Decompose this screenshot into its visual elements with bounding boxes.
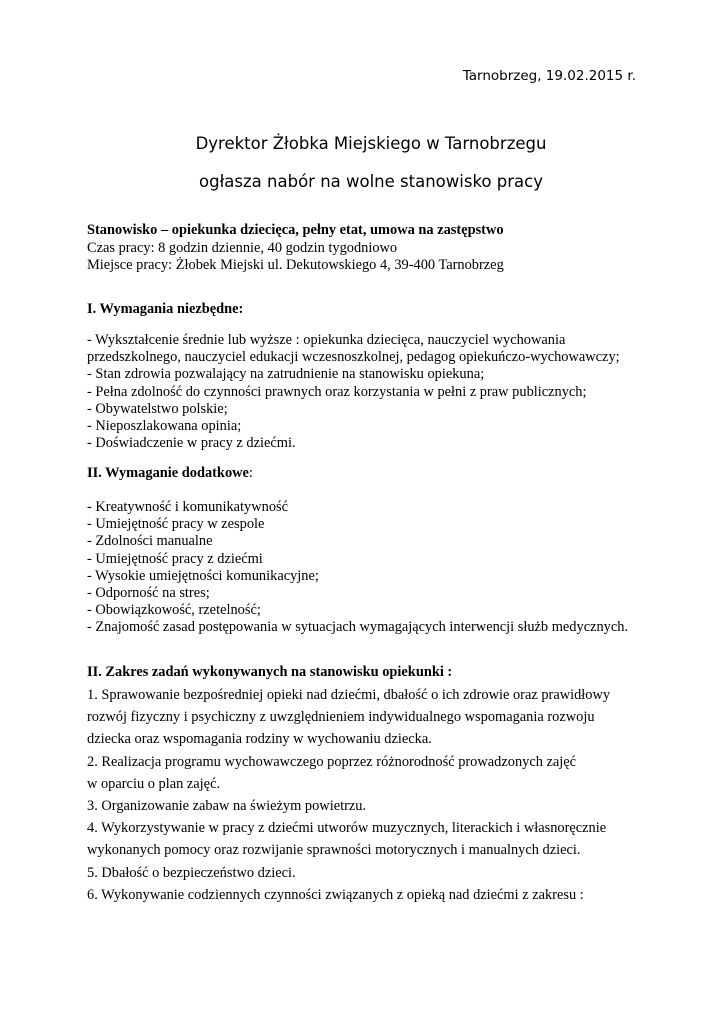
list-item: - Wysokie umiejętności komunikacyjne; [87, 567, 319, 584]
list-item: dziecka oraz wspomagania rodziny w wychowaniu dziecka. [87, 731, 432, 748]
list-item: 3. Organizowanie zabaw na świeżym powietrzu. [87, 798, 367, 815]
list-item: - Umiejętność pracy z dziećmi [87, 550, 263, 567]
tasks-list [87, 684, 610, 906]
list-item: 5. Dbałość o bezpieczeństwo dzieci. [87, 864, 296, 881]
additional-requirements-list [87, 499, 628, 637]
section-requirements-heading: I. Wymagania niezbędne: [87, 301, 244, 317]
list-item: 6. Wykonywanie codziennych czynności związanych z opieką nad dziećmi z zakresu : [87, 886, 584, 903]
requirements-list [87, 332, 620, 452]
list-item: 4. Wykorzystywanie w pracy z dziećmi utworów muzycznych, literackich i własnoręcznie [87, 820, 607, 837]
list-item: - Zdolności manualne [87, 533, 213, 550]
section-additional-heading [87, 465, 253, 482]
workplace: Miejsce pracy: Żłobek Miejski ul. Dekutowskiego 4, 39-400 Tarnobrzeg [87, 257, 504, 273]
announcement-subtitle: ogłasza nabór na wolne stanowisko pracy [199, 172, 543, 191]
list-item: - Znajomość zasad postępowania w sytuacjach wymagających interwencji służb medycznych. [87, 619, 629, 636]
list-item: - Odporność na stres; [87, 585, 210, 602]
list-item: - Obywatelstwo polskie; [87, 400, 228, 417]
list-item: rozwój fizyczny i psychiczny z uwzględnieniem indywidualnego wspomagania rozwoju [87, 709, 595, 726]
section-tasks-heading: II. Zakres zadań wykonywanych na stanowisku opiekunki : [87, 664, 453, 680]
list-item: - Doświadczenie w pracy z dziećmi. [87, 435, 296, 452]
heading-colon: : [248, 465, 253, 481]
list-item: 1. Sprawowanie bezpośredniej opieki nad dziećmi, dbałość o ich zdrowie oraz prawidłowy [87, 687, 611, 703]
working-hours: Czas pracy: 8 godzin dziennie, 40 godzin tygodniowo [87, 239, 398, 256]
list-item: - Pełna zdolność do czynności prawnych oraz korzystania w pełni z praw publicznych; [87, 383, 587, 400]
announcement-title: Dyrektor Żłobka Miejskiego w Tarnobrzegu [195, 134, 547, 153]
list-item: przedszkolnego, nauczyciel edukacji wczesnoszkolnej, pedagog opiekuńczo-wychowawczy; [87, 349, 620, 366]
list-item: wykonanych pomocy oraz rozwijanie sprawności motorycznych i manualnych dzieci. [87, 842, 581, 859]
list-item: - Stan zdrowia pozwalający na zatrudnienie na stanowisku opiekuna; [87, 366, 485, 383]
position-info [87, 222, 504, 275]
list-item: - Umiejętność pracy w zespole [87, 516, 265, 533]
list-item: - Wykształcenie średnie lub wyższe : opiekunka dziecięca, nauczyciel wychowania [87, 332, 566, 348]
list-item: - Kreatywność i komunikatywność [87, 499, 289, 515]
list-item: w oparciu o plan zajęć. [87, 775, 221, 792]
position-title: Stanowisko – opiekunka dziecięca, pełny etat, umowa na zastępstwo [87, 222, 504, 238]
list-item: 2. Realizacja programu wychowawczego poprzez różnorodność prowadzonych zajęć [87, 753, 577, 770]
heading-text: II. Wymaganie dodatkowe [87, 465, 249, 481]
list-item: - Obowiązkowość, rzetelność; [87, 602, 261, 619]
place-date: Tarnobrzeg, 19.02.2015 r. [462, 68, 636, 84]
list-item: - Nieposzlakowana opinia; [87, 418, 242, 435]
